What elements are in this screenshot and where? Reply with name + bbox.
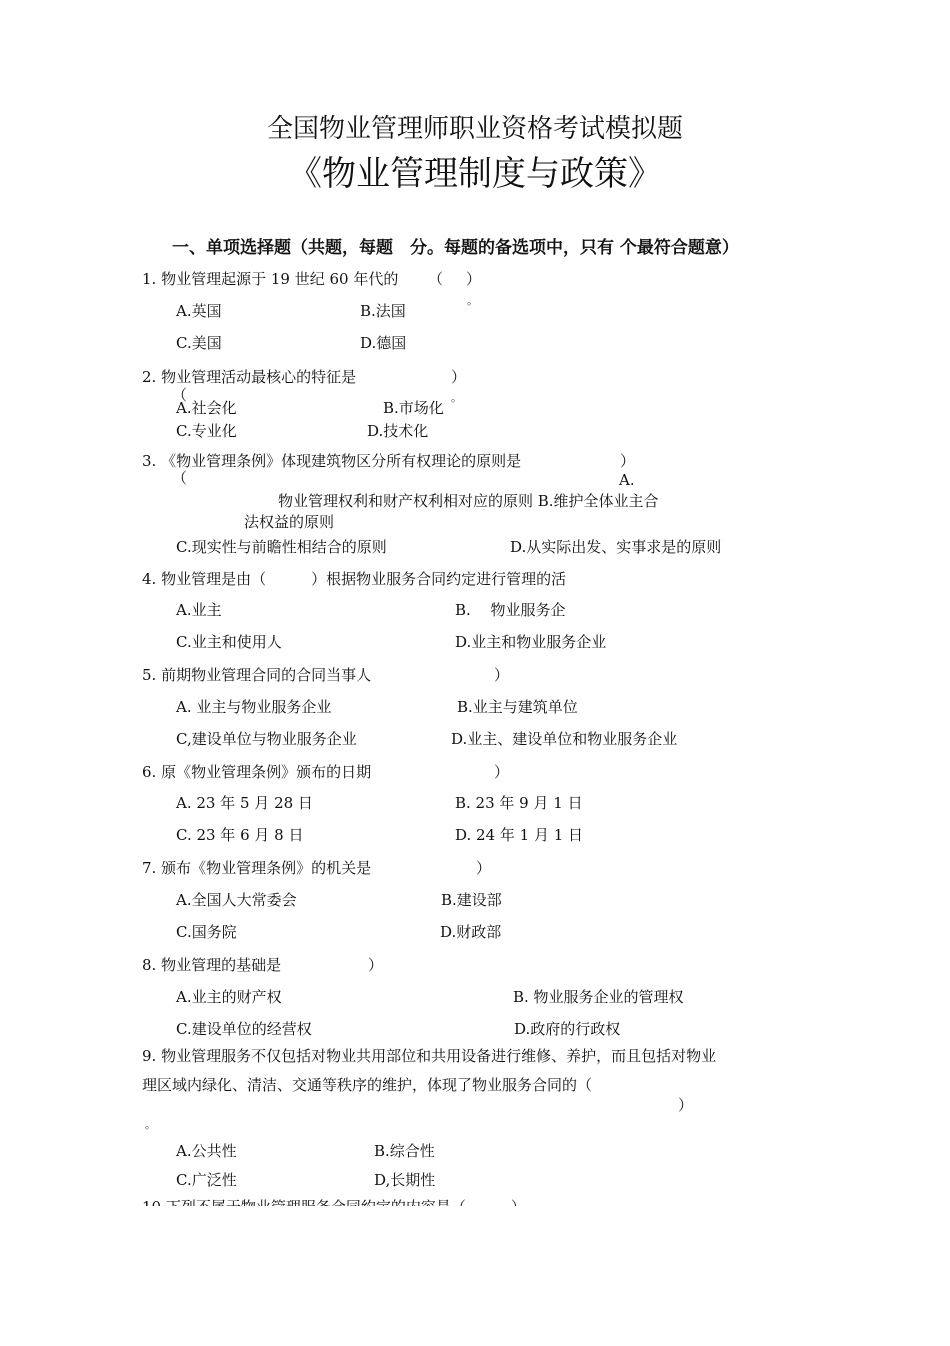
- question-2-paren-open: （: [172, 386, 188, 404]
- question-8-option-c: C.建设单位的经营权: [176, 1020, 312, 1038]
- question-3-paren-open: （: [172, 469, 188, 487]
- page-crop-mask: [0, 1206, 950, 1346]
- question-2-stem: 2. 物业管理活动最核心的特征是: [142, 368, 357, 386]
- question-2-option-a: A.社会化: [176, 399, 237, 417]
- question-6-option-d: D. 24 年 1 月 1 日: [455, 826, 584, 844]
- question-9-option-c: C.广泛性: [176, 1171, 237, 1189]
- question-1-paren-close: ）: [466, 270, 482, 288]
- question-2-paren-close: ）: [451, 368, 467, 386]
- question-1-option-b: B.法国: [360, 302, 406, 320]
- question-8-option-b: B. 物业服务企业的管理权: [513, 988, 684, 1006]
- question-6-option-a: A. 23 年 5 月 28 日: [176, 794, 313, 812]
- question-9-stem-line2: 理区域内绿化、清洁、交通等秩序的维护，体现了物业服务合同的（: [142, 1076, 593, 1094]
- question-6-stem: 6. 原《物业管理条例》颁布的日期: [142, 763, 372, 781]
- question-1-paren-open: （: [428, 270, 444, 288]
- question-5-option-a: A. 业主与物业服务企业: [176, 698, 332, 716]
- question-1-stem: 1. 物业管理起源于 19 世纪 60 年代的: [142, 270, 399, 288]
- question-2-option-c: C.专业化: [176, 422, 237, 440]
- question-8-stem: 8. 物业管理的基础是: [142, 956, 282, 974]
- question-7-option-c: C.国务院: [176, 923, 237, 941]
- question-7-option-d: D.财政部: [440, 923, 502, 941]
- question-4-option-b: B. 物业服务企: [455, 601, 566, 619]
- question-9-mark: 。: [145, 1118, 156, 1131]
- question-9-paren-close: ）: [678, 1096, 694, 1114]
- exam-title: 全国物业管理师职业资格考试模拟题: [266, 114, 683, 144]
- question-3-stem: 3. 《物业管理条例》体现建筑物区分所有权理论的原则是: [142, 452, 522, 470]
- question-9-stem-line1: 9. 物业管理服务不仅包括对物业共用部位和共用设备进行维修、养护，而且包括对物业: [142, 1047, 717, 1065]
- question-7-option-a: A.全国人大常委会: [176, 891, 297, 909]
- question-3-line2: 物业管理权利和财产权利相对应的原则 B.维护全体业主合: [278, 492, 659, 510]
- section-heading: 一、单项选择题（共题，每题 分。每题的备选项中，只有 个最符合题意）: [172, 238, 739, 258]
- question-6-option-b: B. 23 年 9 月 1 日: [455, 794, 583, 812]
- question-1-option-d: D.德国: [360, 334, 407, 352]
- question-2-mark: 。: [451, 391, 462, 404]
- question-7-paren-close: ）: [476, 859, 492, 877]
- question-9-option-d: D,长期性: [374, 1171, 436, 1189]
- question-2-option-b: B.市场化: [383, 399, 444, 417]
- question-4-stem: 4. 物业管理是由（ ）根据物业服务合同约定进行管理的活: [142, 570, 567, 588]
- question-8-option-a: A.业主的财产权: [176, 988, 282, 1006]
- question-5-option-b: B.业主与建筑单位: [457, 698, 578, 716]
- question-6-option-c: C. 23 年 6 月 8 日: [176, 826, 304, 844]
- question-5-paren-close: ）: [494, 666, 510, 684]
- question-5-stem: 5. 前期物业管理合同的合同当事人: [142, 666, 372, 684]
- question-7-option-b: B.建设部: [441, 891, 502, 909]
- question-3-a-prefix: A.: [619, 471, 635, 489]
- question-4-option-c: C.业主和使用人: [176, 633, 282, 651]
- question-4-option-d: D.业主和物业服务企业: [455, 633, 607, 651]
- question-8-option-d: D.政府的行政权: [514, 1020, 621, 1038]
- exam-subtitle: 《物业管理制度与政策》: [288, 154, 662, 194]
- question-1-mark: 。: [467, 294, 478, 307]
- question-3-paren-close: ）: [620, 452, 636, 470]
- question-7-stem: 7. 颁布《物业管理条例》的机关是: [142, 859, 372, 877]
- question-1-option-c: C.美国: [176, 334, 222, 352]
- question-4-option-a: A.业主: [176, 601, 222, 619]
- question-3-line3: 法权益的原则: [244, 513, 335, 531]
- question-5-option-c: C,建设单位与物业服务企业: [176, 730, 357, 748]
- question-6-paren-close: ）: [494, 763, 510, 781]
- question-3-option-c: C.现实性与前瞻性相结合的原则: [176, 538, 387, 556]
- question-9-option-a: A.公共性: [176, 1142, 237, 1160]
- question-8-paren-close: ）: [368, 956, 384, 974]
- question-1-option-a: A.英国: [176, 302, 222, 320]
- question-9-option-b: B.综合性: [374, 1142, 435, 1160]
- question-3-option-d: D.从实际出发、实事求是的原则: [510, 538, 722, 556]
- question-2-option-d: D.技术化: [367, 422, 429, 440]
- question-5-option-d: D.业主、建设单位和物业服务企业: [451, 730, 678, 748]
